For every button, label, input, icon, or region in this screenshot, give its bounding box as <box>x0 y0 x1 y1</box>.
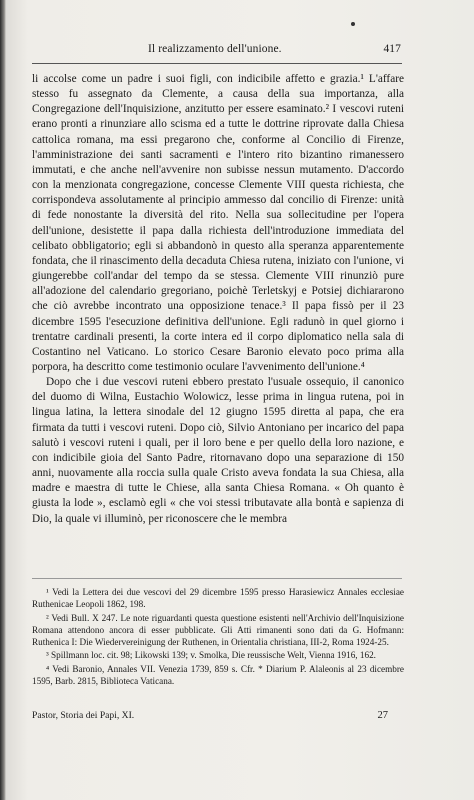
signature-mark: 27 <box>377 710 388 721</box>
page-number: 417 <box>383 43 401 55</box>
footnotes <box>32 586 404 688</box>
footnote: ³ Spillmann loc. cit. 98; Likowski 139; v. Smolka, Die reussische Welt, Vienna 1916, 162. <box>46 650 376 661</box>
footer-source: Pastor, Storia dei Papi, XI. <box>32 710 135 721</box>
main-text <box>32 72 404 527</box>
ink-speck <box>351 22 355 26</box>
paragraph: Dopo che i due vescovi ruteni ebbero prestato l'usuale ossequio, il canonico del duomo di Wilna, Eustachio Wolowicz, lesse prima in lingua rutena, poi in lingua latina, la lettera sinodale del 12 giugno 1595 diretta al papa, che era firmata da tutti i vescovi ruteni. Dopo ciò, Silvio Antoniano per incarico del papa salutò i vescovi ruteni i quali, per il loro bene e per quello della loro nazione, e con indicibile gioia del Santo Padre, ritornavano dopo una separazione di 150 anni, nuovamente alla roccia sulla quale Cristo aveva fondata la sua Chiesa, alla madre e maestra di tutte le Chiese, alla santa Chiesa Romana. « Oh quanto è giusta la lode », esclamò egli « che voi stessi tributavate alla bontà e sapienza di Dio, la quale vi illuminò, per riconoscere che le membra <box>32 376 404 525</box>
header-rule <box>32 63 402 64</box>
page-footer <box>32 710 388 724</box>
running-title: Il realizzamento dell'unione. <box>148 43 282 55</box>
footnote: ⁴ Vedi Baronio, Annales VII. Venezia 1739, 859 s. Cfr. * Diarium P. Alaleonis al 23 dicembre 1595, Barb. 2815, Biblioteca Vaticana. <box>32 663 404 687</box>
footnote: ¹ Vedi la Lettera dei due vescovi del 29 dicembre 1595 presso Harasiewicz Annales ecclesiae Ruthenicae Leopoli 1862, 198. <box>32 587 404 610</box>
paragraph: li accolse come un padre i suoi figli, con indicibile affetto e grazia.¹ L'affare stesso fu assegnato da Clemente, a causa della sua importanza, alla Congregazione dell'Inquisizione, anzitutto per essere esaminato.² I vescovi ruteni erano pronti a rinunziare allo scisma ed a tutte le dottrine riprovate dalla Chiesa cattolica romana, ma essi pregarono che, conforme al Concilio di Firenze, l'amministrazione dei santi sacramenti e l'intero rito bizantino rimanessero immutati, e che anche nell'avvenire non subisse nessun mutamento. D'accordo con la menzionata congregazione, concesse Clemente VIII questa richiesta, che corrispondeva assolutamente al principio ammesso dal concilio di Firenze: unità di fede nonostante la diversità del rito. Nella sua sollecitudine per l'opera dell'unione, desistette il papa dalla richiesta dell'introduzione immediata del celibato obbligatorio; egli si abbandonò in questo alla speranza apparentemente fondata, che il rinascimento della decaduta Chiesa rutena, iniziato con l'unione, vi giungerebbe coll'andar del tempo da se stessa. Clemente VIII rinunziò pure all'adozione del calendario gregoriano, poichè Terletskyj e Potsiej dichiararono che ciò avrebbe incontrato una opposizione tenace.³ Il papa fissò per il 23 dicembre 1595 l'esecuzione definitiva dell'unione. Egli radunò in quel giorno i trentatre cardinali presenti, la corte intera ed il corpo diplomatico nella sala di Costantino nel Vaticano. Lo storico Cesare Baronio elevato poco prima alla porpora, ha descritto come testimonio oculare l'avvenimento dell'unione.⁴ <box>32 73 404 373</box>
footnote: ² Vedi Bull. X 247. Le note riguardanti questa questione esistenti nell'Archivio dell'Inquisizione Romana attendono ancora di esser pubblicate. Gli Atti rimanenti sono dati da G. Hofmann: Ruthenica I: Die Wiedervereinigung der Ruthenen, in Orientalia christiana, III-2, Roma 1924-25. <box>32 612 404 648</box>
page-spine-shadow <box>0 0 6 800</box>
footnote-rule <box>32 578 402 579</box>
running-header <box>48 43 401 59</box>
